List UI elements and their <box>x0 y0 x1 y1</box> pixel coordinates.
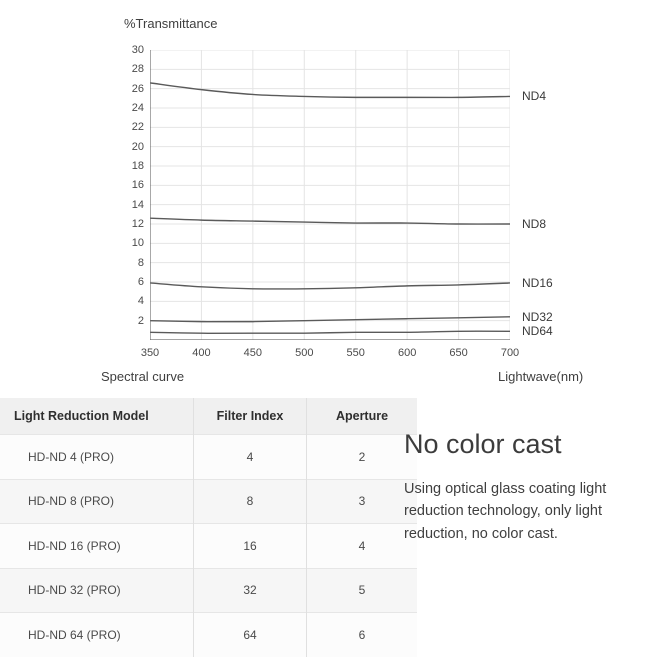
y-tick-label: 8 <box>137 256 144 269</box>
marketing-copy <box>404 430 639 545</box>
x-tick-label: 350 <box>140 347 160 359</box>
copy-body: Using optical glass coating light reduction technology, only light reduction, no color cast. <box>404 480 607 542</box>
x-tick-label: 450 <box>243 347 263 359</box>
series-label-nd32: ND32 <box>522 309 553 324</box>
y-tick-label: 18 <box>131 160 144 172</box>
x-tick-label: 550 <box>346 347 365 359</box>
cell-model: HD-ND 64 (PRO) <box>0 613 194 657</box>
spectral-curve-caption: Spectral curve <box>101 369 185 384</box>
y-tick-label: 22 <box>131 121 144 134</box>
series-lines <box>150 83 510 333</box>
y-tick-label: 28 <box>131 63 144 76</box>
table-row <box>0 479 417 524</box>
x-tick-label: 700 <box>500 347 520 359</box>
cell-aperture: 4 <box>307 524 418 569</box>
y-tick-label: 20 <box>131 140 144 153</box>
x-axis-label: Lightwave(nm) <box>498 369 584 384</box>
spec-table-body <box>0 435 417 657</box>
spec-table-head <box>0 398 417 435</box>
y-tick-label: 30 <box>131 44 144 56</box>
y-tick-label: 12 <box>131 218 144 230</box>
table-row <box>0 524 417 569</box>
cell-aperture: 3 <box>307 479 418 524</box>
header-filter-index: Filter Index <box>194 398 307 435</box>
series-label-nd8: ND8 <box>522 217 547 231</box>
y-tick-label: 10 <box>131 237 144 250</box>
series-line-nd64 <box>150 331 510 333</box>
header-light-reduction-model: Light Reduction Model <box>0 398 194 435</box>
chart-title: %Transmittance <box>124 16 218 31</box>
grid-lines <box>150 50 510 340</box>
x-tick-label: 500 <box>295 347 314 359</box>
y-tick-label: 26 <box>131 82 144 95</box>
y-tick-label: 24 <box>131 102 144 114</box>
y-tick-label: 2 <box>137 314 144 327</box>
cell-filter-index: 4 <box>194 435 307 480</box>
chart-svg <box>150 50 510 340</box>
copy-heading: No color cast <box>404 429 562 459</box>
cell-model: HD-ND 4 (PRO) <box>0 435 194 480</box>
spec-table <box>0 398 417 657</box>
cell-aperture: 5 <box>307 568 418 613</box>
cell-model: HD-ND 16 (PRO) <box>0 524 194 569</box>
table-row <box>0 568 417 613</box>
cell-model: HD-ND 8 (PRO) <box>0 479 194 524</box>
table-row <box>0 435 417 480</box>
y-tick-label: 4 <box>137 295 144 308</box>
table-row <box>0 613 417 657</box>
x-tick-label: 400 <box>192 347 211 359</box>
cell-aperture: 6 <box>307 613 418 657</box>
cell-filter-index: 8 <box>194 479 307 524</box>
table-header-row <box>0 398 417 435</box>
y-tick-label: 14 <box>131 198 144 211</box>
series-label-nd64: ND64 <box>522 324 553 339</box>
cell-filter-index: 32 <box>194 568 307 613</box>
cell-filter-index: 64 <box>194 613 307 657</box>
spec-table-section <box>0 398 396 657</box>
series-label-nd4: ND4 <box>522 89 547 104</box>
series-line-nd16 <box>150 283 510 289</box>
series-label-nd16: ND16 <box>522 275 553 290</box>
cell-filter-index: 16 <box>194 524 307 569</box>
cell-aperture: 2 <box>307 435 418 480</box>
x-tick-label: 650 <box>449 347 468 359</box>
series-line-nd8 <box>150 218 510 224</box>
header-aperture: Aperture <box>307 398 418 435</box>
cell-model: HD-ND 32 (PRO) <box>0 568 194 613</box>
series-line-nd4 <box>150 83 510 98</box>
y-tick-label: 6 <box>137 276 144 288</box>
y-tick-label: 16 <box>131 179 144 192</box>
chart-plot-area <box>131 44 553 359</box>
x-tick-label: 600 <box>397 347 417 359</box>
